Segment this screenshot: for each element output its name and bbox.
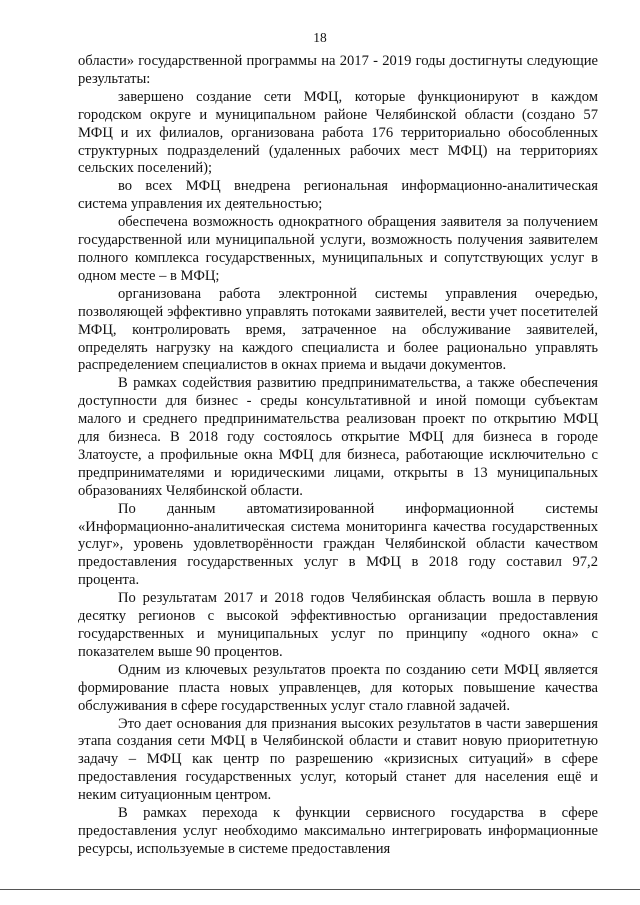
page-bottom-border [0,889,640,890]
paragraph-queue-system: организована работа электронной системы управления очередью, позволяющей эффективно управлять потоками заявителей, вести учет посетителей МФЦ, контролировать время, затраченное на обслуживание заявителей, определять нагрузку на каждого специалиста и более рационально управлять распределением специалистов в окнах приема и выдачи документов. [78,285,598,374]
paragraph-managers: Одним из ключевых результатов проекта по созданию сети МФЦ является формирование пласта новых управленцев, для которых повышение качества обслуживания в сфере государственных услуг стало главной задачей. [78,661,598,714]
page-number: 18 [313,30,327,45]
paragraph-continuation: области» государственной программы на 2017 - 2019 годы достигнуты следующие результаты: [78,53,598,87]
paragraph-ranking: По результатам 2017 и 2018 годов Челябинская область вошла в первую десятку регионов с высокой эффективностью организации предоставления государственных и муниципальных услуг по принципу «одного окна» с показателем выше 90 процентов. [78,590,598,660]
document-body [78,53,598,859]
paragraph-new-task: Это дает основания для признания высоких результатов в части завершения этапа создания сети МФЦ в Челябинской области и ставит новую приоритетную задачу – МФЦ как центр по разрешению «кризисных ситуаций» в сфере предоставления государственных услуг, который станет для населения ещё и неким ситуационным центром. [78,715,598,804]
paragraph-mfc-network: завершено создание сети МФЦ, которые функционируют в каждом городском округе и муниципальном районе Челябинской области (создано 57 МФЦ и их филиалов, организована работа 176 территориально обособленных структурных подразделений (удаленных рабочих мест МФЦ) на территориях сельских поселений); [78,88,598,177]
paragraph-single-request: обеспечена возможность однократного обращения заявителя за получением государственной или муниципальной услуги, возможность получения заявителем полного комплекса государственных, муниципальных и сопутствующих услуг в одном месте – в МФЦ; [78,214,598,284]
paragraph-info-system: во всех МФЦ внедрена региональная информационно-аналитическая система управления их деятельностью; [78,178,598,213]
paragraph-service-state: В рамках перехода к функции сервисного государства в сфере предоставления услуг необходимо максимально интегрировать информационные ресурсы, используемые в системе предоставления [78,805,598,857]
paragraph-business-mfc: В рамках содействия развитию предпринимательства, а также обеспечения доступности для бизнес - среды консультативной и иной помощи субъектам малого и среднего предпринимательства реализован проект по открытию МФЦ для бизнеса. В 2018 году состоялось открытие МФЦ для бизнеса в городе Златоусте, а профильные окна МФЦ для бизнеса, работающие исключительно с предпринимателями и юридическими лицами, открыты в 13 муниципальных образованиях Челябинской области. [78,375,598,499]
paragraph-satisfaction: По данным автоматизированной информационной системы «Информационно-аналитическая система мониторинга качества государственных услуг», уровень удовлетворённости граждан Челябинской области качеством предоставления государственных услуг в МФЦ в 2018 году составил 97,2 процента. [78,500,598,589]
